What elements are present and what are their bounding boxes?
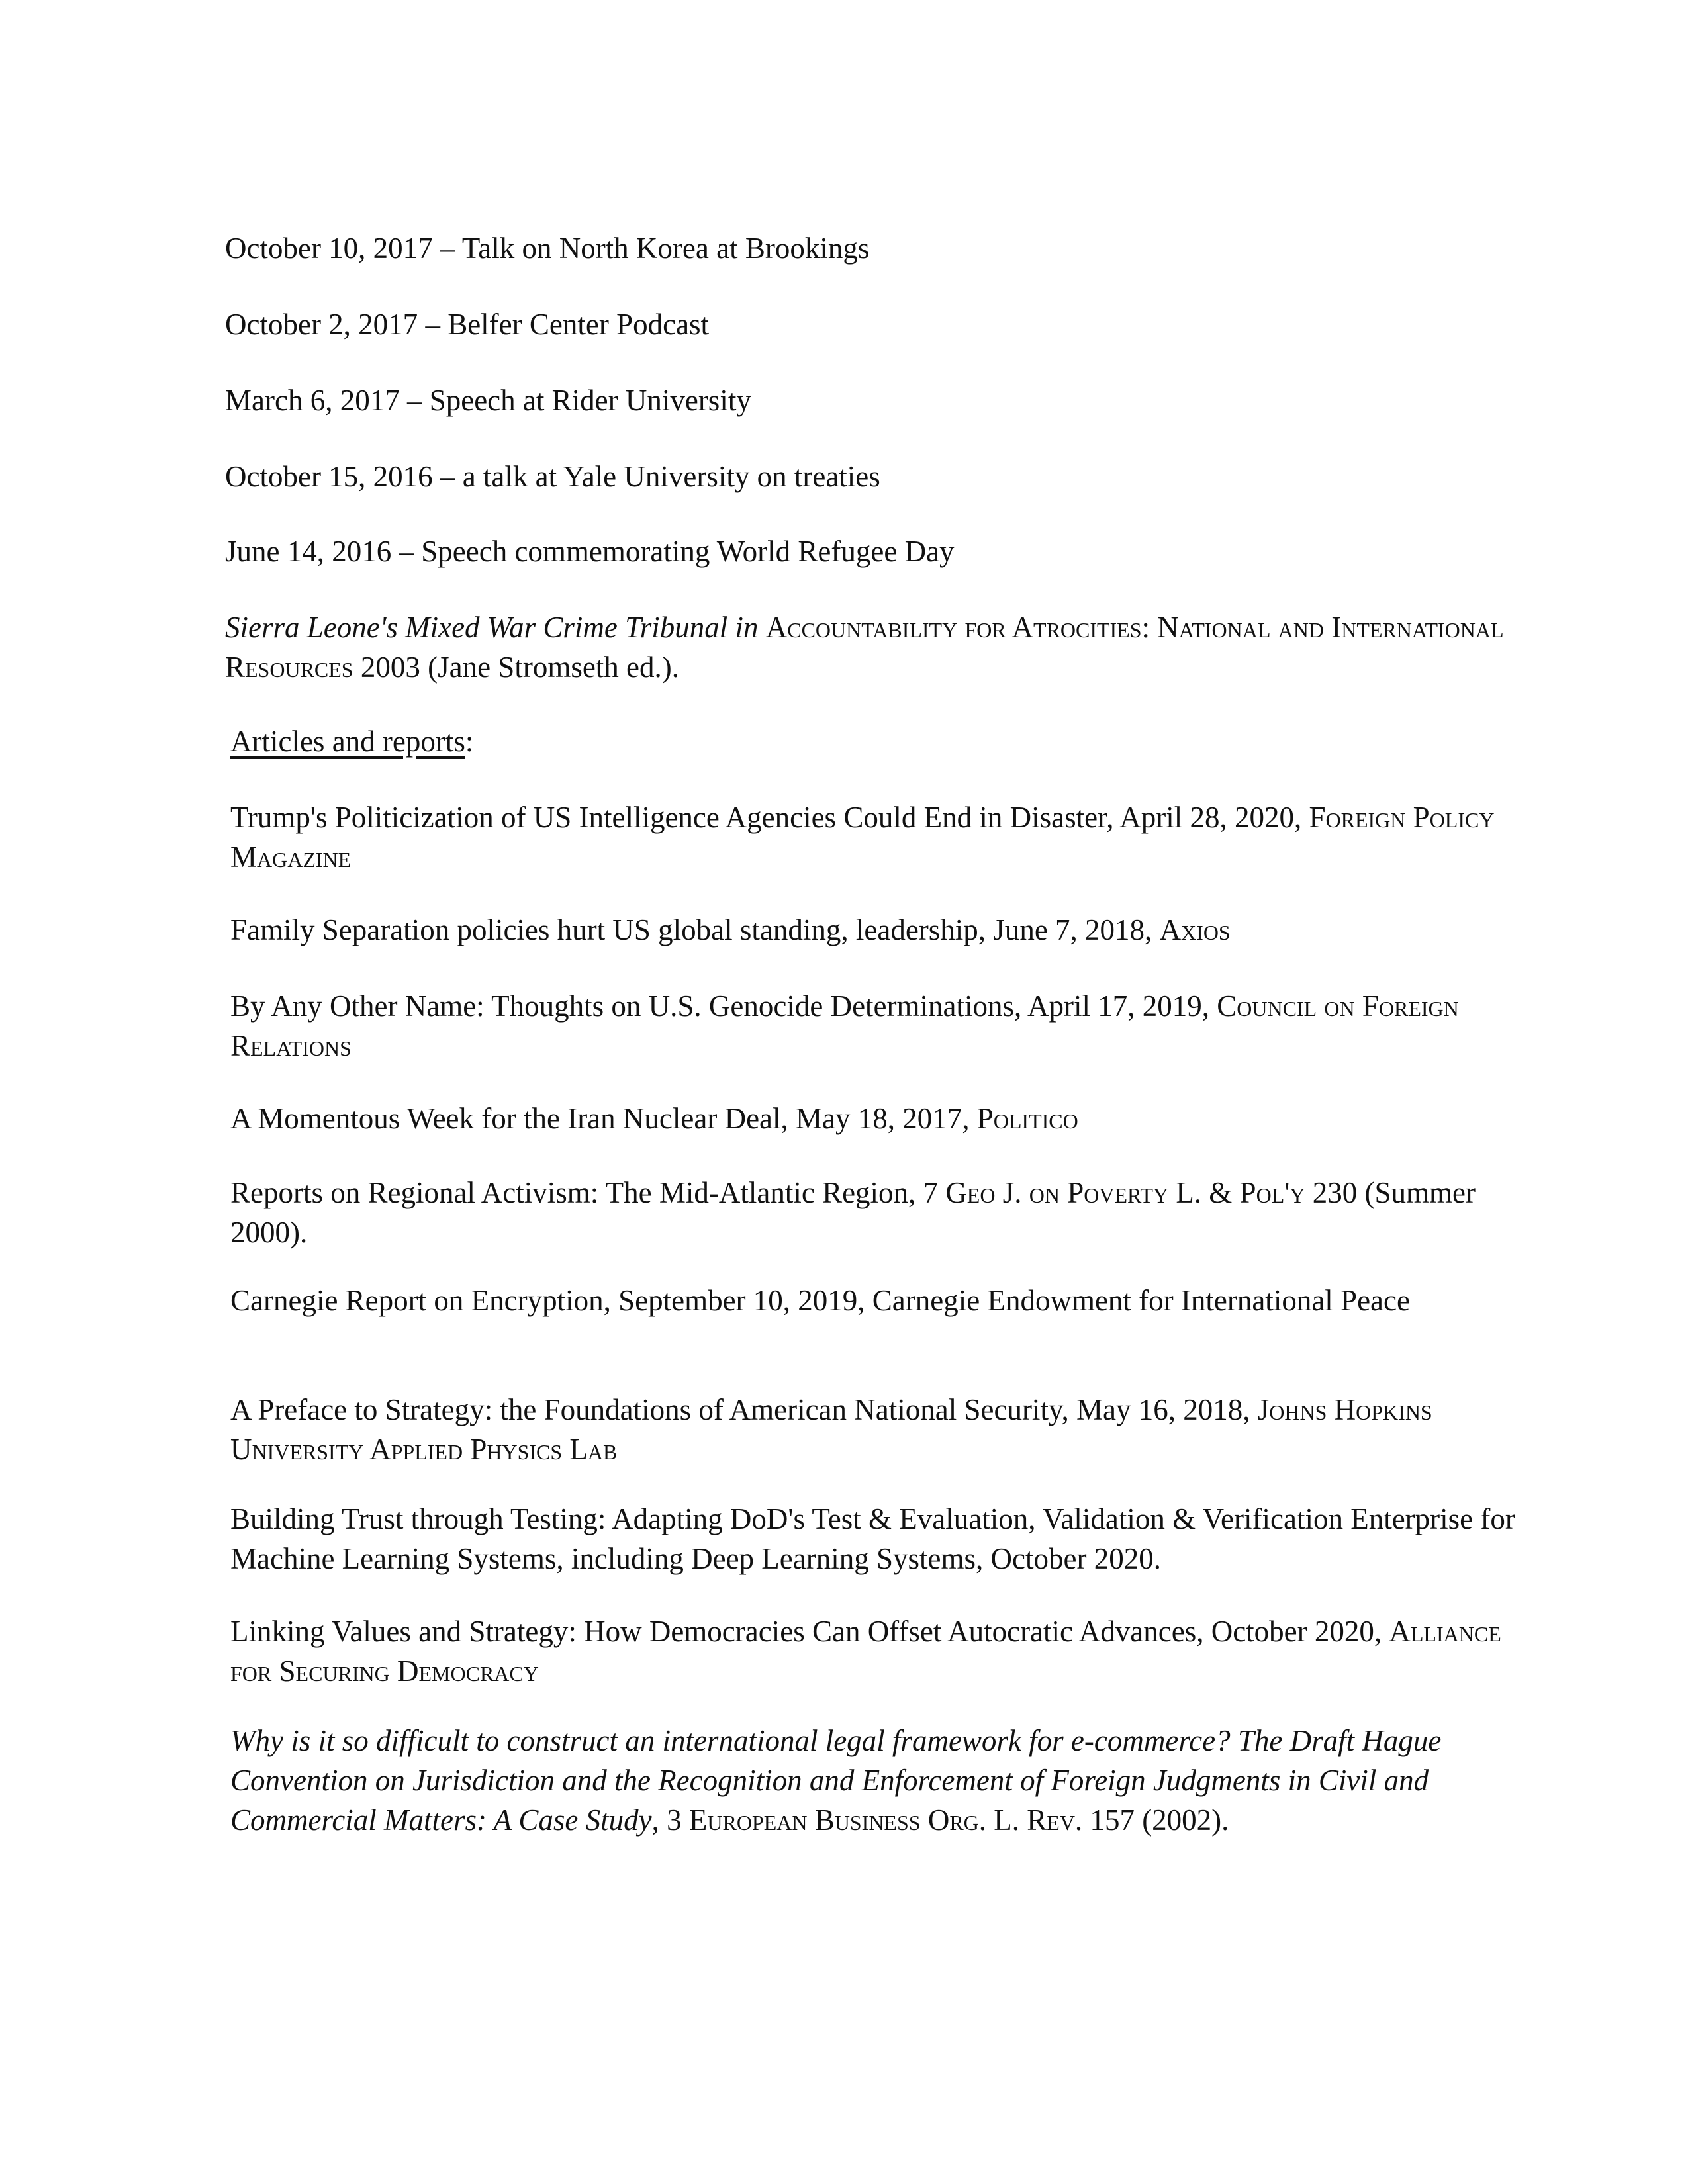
- article-source: Alliance for Securing Democracy: [230, 1615, 1501, 1688]
- journal-name: European Business Org. L. Rev.: [688, 1803, 1083, 1837]
- article-source: Geo J. on Poverty L. & Pol'y: [945, 1176, 1305, 1209]
- article-item: Linking Values and Strategy: How Democracies Can Offset Autocratic Advances, October 2020, Alliance for Securing Democracy: [230, 1615, 1501, 1688]
- talk-item: October 2, 2017 – Belfer Center Podcast: [225, 308, 710, 341]
- article-title: Why is it so difficult to construct an international legal framework for e-commerce? The Draft Hague Convention on Jurisdiction and the Recognition and Enforcement of Foreign Judgments in Civil and Commercial Matters: A Case Study: [230, 1724, 1442, 1837]
- talk-title: Talk on North Korea at Brookings: [461, 232, 870, 265]
- article-item: Carnegie Report on Encryption, September 10, 2019, Carnegie Endowment for International Peace: [230, 1284, 1410, 1317]
- book-title: Accountability for Atrocities: National and International Resources: [225, 611, 1504, 684]
- section-heading-articles: Articles and reports:: [230, 725, 474, 758]
- article-source: Johns Hopkins University Applied Physics Lab: [230, 1393, 1432, 1466]
- article-item: A Preface to Strategy: the Foundations of American National Security, May 16, 2018, Johns Hopkins University Applied Physics Lab: [230, 1393, 1432, 1466]
- book-chapter-citation: Sierra Leone's Mixed War Crime Tribunal in Accountability for Atrocities: National and International Resources 2003 (Jane Stromseth ed.).: [225, 611, 1504, 684]
- article-item: By Any Other Name: Thoughts on U.S. Genocide Determinations, April 17, 2019, Council on Foreign Relations: [230, 989, 1459, 1062]
- talk-item: June 14, 2016 – Speech commemorating World Refugee Day: [225, 535, 955, 568]
- talk-date: March 6, 2017: [225, 384, 400, 417]
- talk-date: October 2, 2017: [225, 308, 418, 341]
- talk-title: Belfer Center Podcast: [447, 308, 710, 341]
- article-item: Family Separation policies hurt US global standing, leadership, June 7, 2018, Axios: [230, 913, 1231, 946]
- talk-item: October 10, 2017 – Talk on North Korea at Brookings: [225, 232, 870, 265]
- talk-title: a talk at Yale University on treaties: [462, 460, 880, 493]
- talk-date: June 14, 2016: [225, 535, 392, 568]
- article-source: Axios: [1159, 913, 1231, 946]
- article-source: Foreign Policy Magazine: [230, 801, 1495, 874]
- chapter-title: Sierra Leone's Mixed War Crime Tribunal: [225, 611, 728, 644]
- talk-item: October 15, 2016 – a talk at Yale University on treaties: [225, 460, 880, 493]
- article-item: Reports on Regional Activism: The Mid-Atlantic Region, 7 Geo J. on Poverty L. & Pol'y 230 (Summer 2000).: [230, 1176, 1476, 1249]
- article-item-final: Why is it so difficult to construct an international legal framework for e-commerce? The Draft Hague Convention on Jurisdiction and the Recognition and Enforcement of Foreign Judgments in Civil and Commercial Matters: A Case Study, 3 European Business Org. L. Rev. 157 (2002).: [230, 1724, 1442, 1837]
- article-source: Council on Foreign Relations: [230, 989, 1459, 1062]
- talk-date: October 15, 2016: [225, 460, 433, 493]
- article-item: Trump's Politicization of US Intelligence Agencies Could End in Disaster, April 28, 2020, Foreign Policy Magazine: [230, 801, 1495, 874]
- talk-title: Speech commemorating World Refugee Day: [421, 535, 955, 568]
- talk-item: March 6, 2017 – Speech at Rider University: [225, 384, 751, 417]
- talk-title: Speech at Rider University: [429, 384, 751, 417]
- article-source: Politico: [976, 1102, 1078, 1135]
- article-item: A Momentous Week for the Iran Nuclear Deal, May 18, 2017, Politico: [230, 1102, 1078, 1135]
- article-item: Building Trust through Testing: Adapting DoD's Test & Evaluation, Validation & Verification Enterprise for Machine Learning Systems, including Deep Learning Systems, October 2020.: [230, 1502, 1515, 1575]
- talk-date: October 10, 2017: [225, 232, 433, 265]
